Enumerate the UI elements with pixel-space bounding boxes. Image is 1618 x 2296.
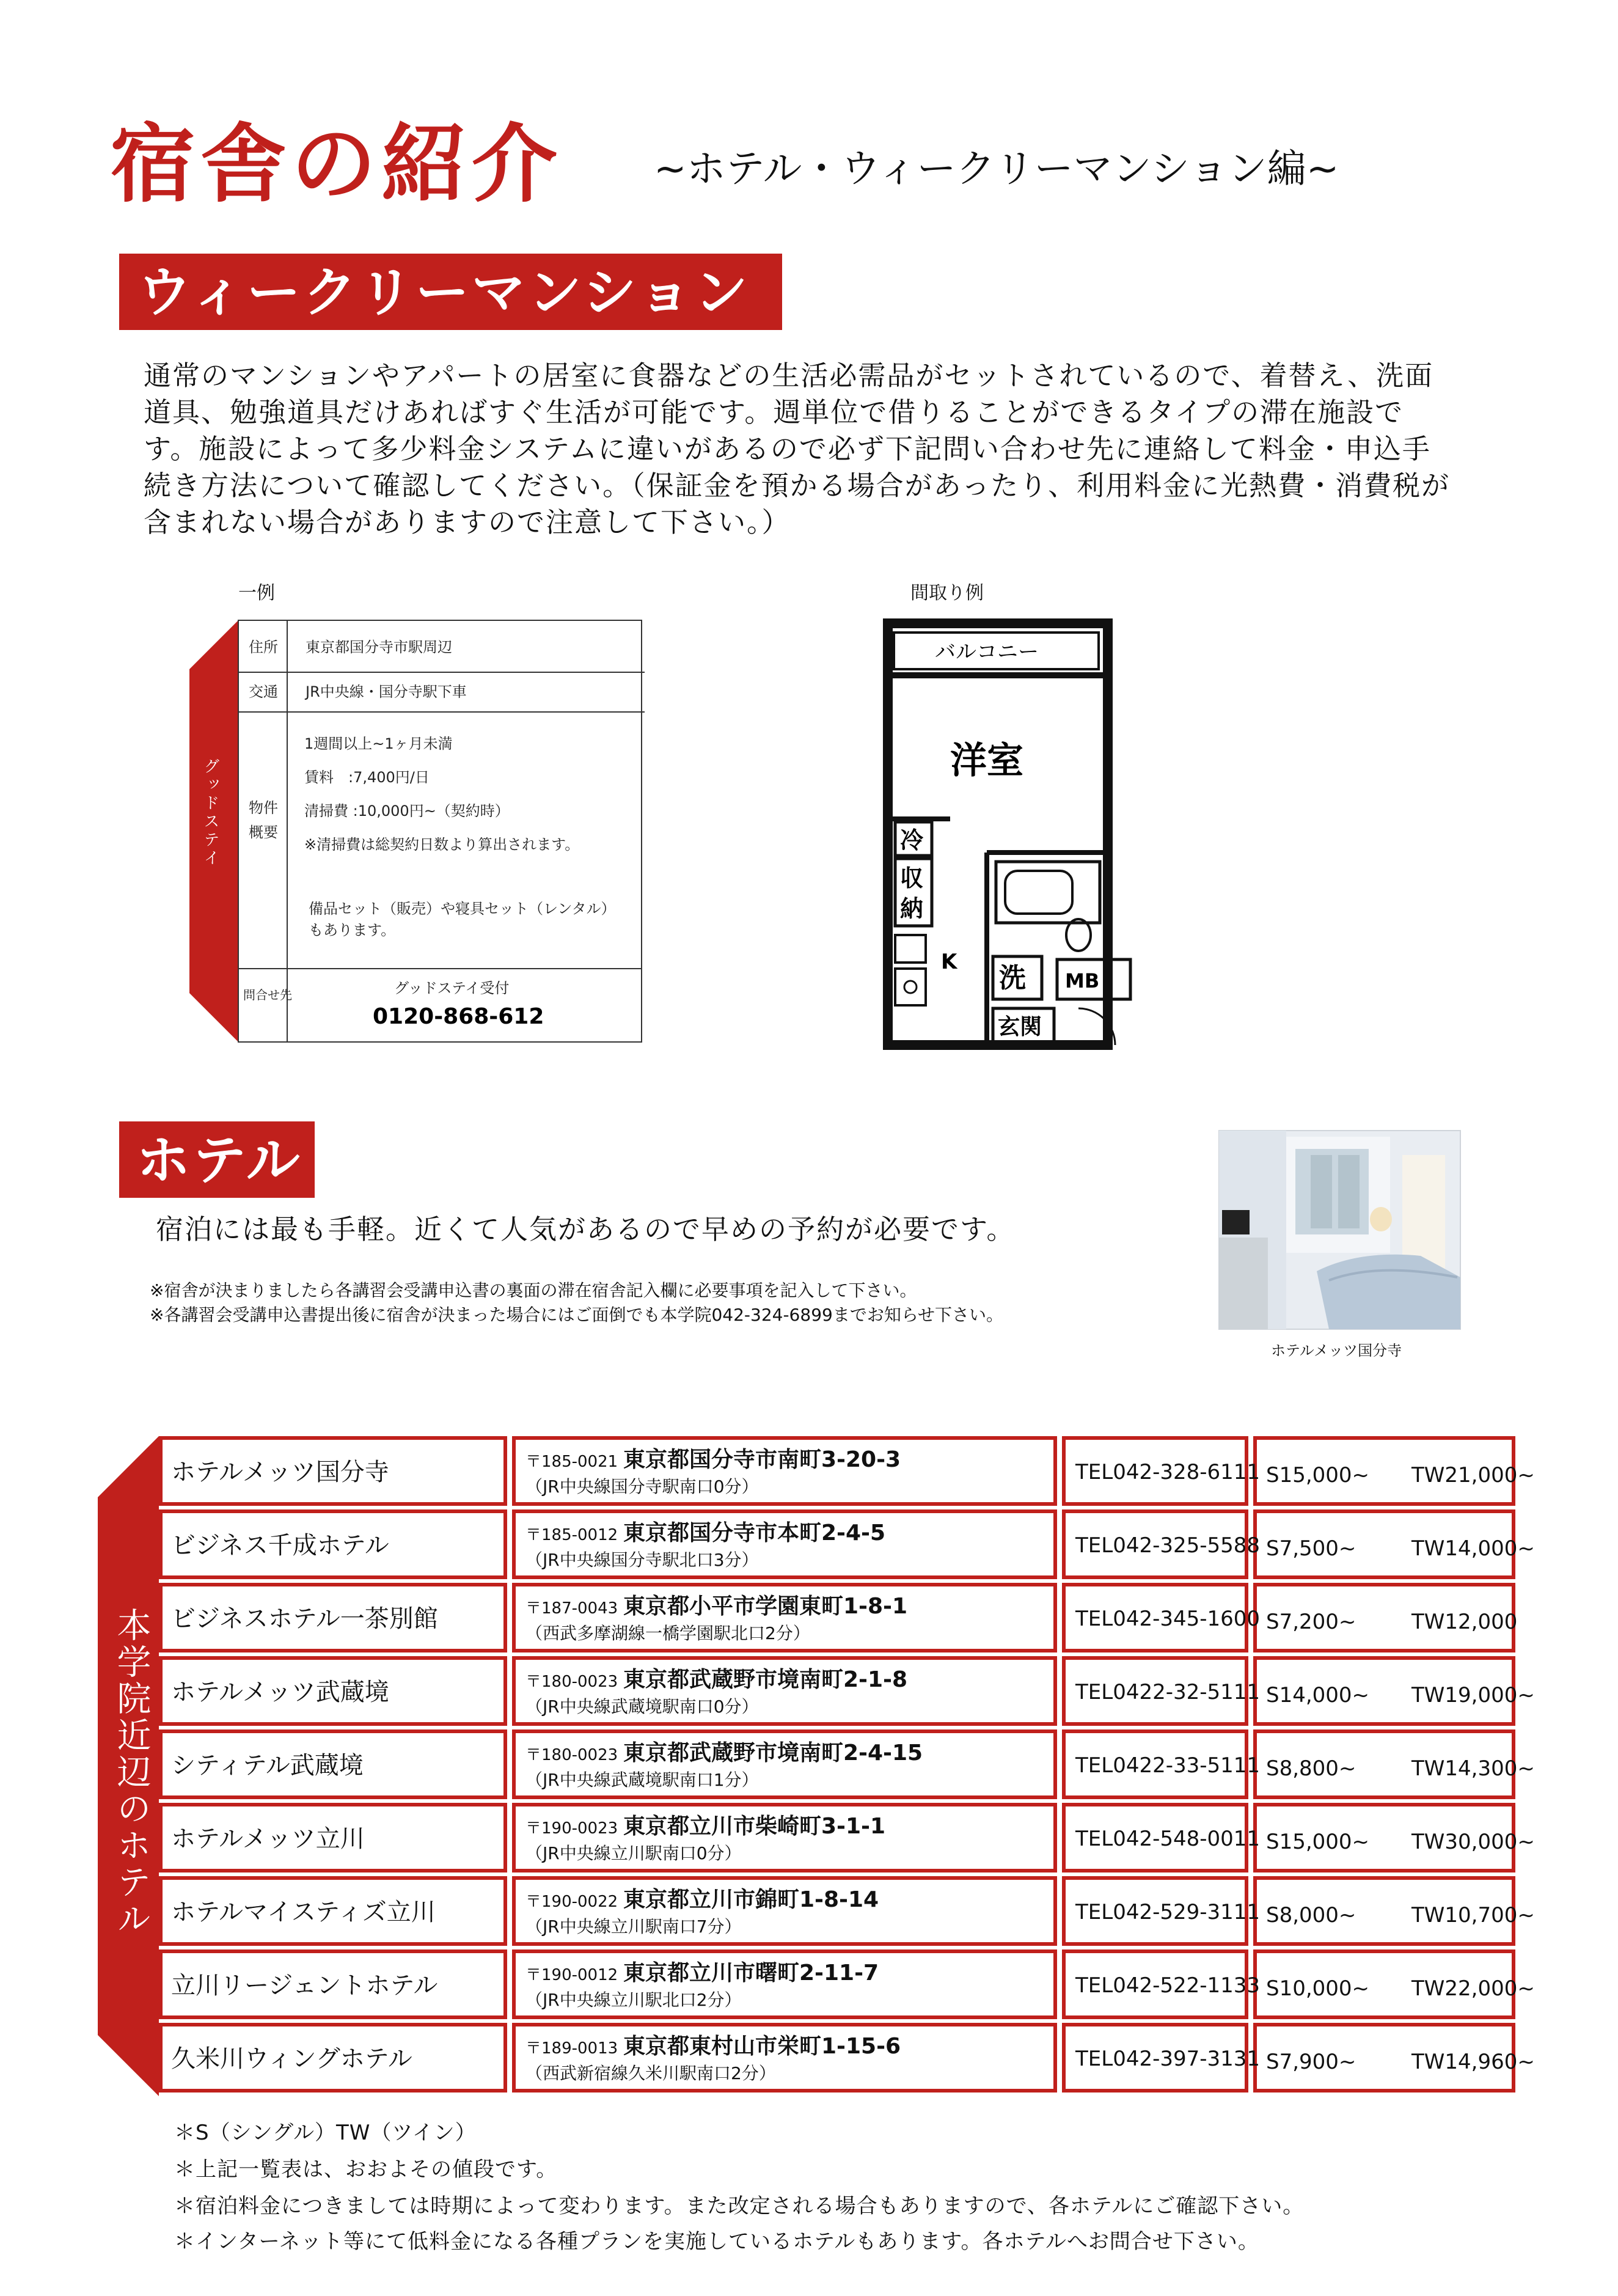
hotel-access: （JR中央線武蔵境駅南口1分） bbox=[525, 1770, 759, 1790]
fridge-label: 冷 bbox=[900, 827, 924, 854]
address-value: 東京都国分寺市駅周辺 bbox=[306, 639, 452, 656]
hotel-zip: 〒190-0023 bbox=[525, 1819, 618, 1838]
hotel-name: ビジネス千成ホテル bbox=[171, 1531, 389, 1560]
hotel-single-price: S7,500~ bbox=[1266, 1536, 1356, 1561]
contact-phone: 0120-868-612 bbox=[373, 1004, 544, 1029]
overview-line-2: 賃料 :7,400円/日 bbox=[304, 769, 430, 786]
table-row bbox=[159, 2023, 1535, 2092]
table-row bbox=[159, 1583, 1517, 1652]
hotels-table bbox=[98, 1436, 1535, 2096]
page-title: 宿舎の紹介 bbox=[110, 115, 563, 215]
hotel-note-1: ※宿舎が決まりましたら各講習会受講申込書の裏面の滞在宿舎記入欄に必要事項を記入して下さい。 bbox=[150, 1280, 917, 1300]
hotel-access: （JR中央線国分寺駅南口0分） bbox=[525, 1476, 759, 1497]
table-row bbox=[159, 1729, 1535, 1799]
example-property-table bbox=[189, 620, 645, 1042]
hotel-single-price: S15,000~ bbox=[1266, 1830, 1370, 1854]
overview-label-1: 物件 bbox=[249, 799, 278, 816]
hotel-access: （JR中央線国分寺駅北口3分） bbox=[525, 1550, 759, 1570]
mb-label: MB bbox=[1065, 969, 1100, 992]
hotel-address: 東京都国分寺市本町2-4-5 bbox=[623, 1520, 886, 1546]
hotel-description: 宿泊には最も手軽。近くて人気があるので早めの予約が必要です。 bbox=[156, 1213, 1016, 1245]
hotel-tel: TEL042-397-3131 bbox=[1075, 2047, 1261, 2071]
hotel-access: （西武多摩湖線一橋学園駅北口2分） bbox=[525, 1623, 810, 1643]
hotel-tel: TEL042-522-1133 bbox=[1075, 1973, 1261, 1998]
hotel-address: 東京都立川市柴崎町3-1-1 bbox=[623, 1814, 886, 1839]
hotel-zip: 〒185-0021 bbox=[525, 1453, 618, 1471]
contact-name: グッドステイ受付 bbox=[394, 980, 510, 997]
hotels-side-label: 本学院近辺のホテル bbox=[111, 1607, 152, 1937]
hotel-twin-price: TW12,000 bbox=[1411, 1610, 1518, 1634]
hotel-twin-price: TW30,000~ bbox=[1411, 1830, 1535, 1854]
photo-caption: ホテルメッツ国分寺 bbox=[1271, 1342, 1402, 1359]
hotel-single-price: S10,000~ bbox=[1266, 1976, 1370, 2001]
address-label: 住所 bbox=[249, 639, 278, 656]
table-row bbox=[159, 1803, 1535, 1872]
hotel-twin-price: TW10,700~ bbox=[1411, 1903, 1535, 1927]
overview-line-4: ※清掃費は総契約日数より算出されます。 bbox=[304, 836, 580, 853]
hotel-tel: TEL0422-32-5111 bbox=[1075, 1680, 1261, 1704]
hotel-zip: 〒185-0012 bbox=[525, 1526, 618, 1544]
hotel-single-price: S14,000~ bbox=[1266, 1683, 1370, 1707]
hotel-name: 立川リージェントホテル bbox=[171, 1971, 438, 2000]
footnote-1: ＊S（シングル）TW（ツイン） bbox=[174, 2121, 477, 2145]
western-room-label: 洋室 bbox=[950, 739, 1023, 782]
overview-label-2: 概要 bbox=[249, 824, 278, 841]
example-label: 一例 bbox=[238, 582, 275, 604]
storage-label-2: 納 bbox=[900, 895, 924, 922]
floorplan-diagram bbox=[883, 617, 1176, 1051]
hotel-address: 東京都武蔵野市境南町2-1-8 bbox=[623, 1667, 908, 1692]
hotel-rows bbox=[159, 1436, 1535, 2092]
hotel-zip: 〒190-0022 bbox=[525, 1893, 618, 1911]
hotel-room-photo bbox=[1219, 1131, 1460, 1329]
footnote-3: ＊宿泊料金につきましては時期によって変わります。また改定される場合もありますので、各ホテルにご確認下さい。 bbox=[174, 2194, 1305, 2218]
floorplan-label: 間取り例 bbox=[910, 582, 984, 604]
hotel-twin-price: TW14,000~ bbox=[1411, 1536, 1535, 1561]
hotel-note-2: ※各講習会受講申込書提出後に宿舎が決まった場合にはご面倒でも本学院042-324-6899までお知らせ下さい。 bbox=[150, 1305, 1003, 1325]
table-row bbox=[159, 1509, 1535, 1579]
hotel-access: （西武新宿線久米川駅南口2分） bbox=[525, 2063, 776, 2083]
transport-label: 交通 bbox=[249, 683, 278, 700]
hotel-access: （JR中央線立川駅北口2分） bbox=[525, 1990, 742, 2010]
hotel-tel: TEL042-529-3111 bbox=[1075, 1900, 1261, 1924]
footnote-4: ＊インターネット等にて低料金になる各種プランを実施しているホテルもあります。各ホテルへお問合せ下さい。 bbox=[174, 2229, 1259, 2254]
hotel-name: シティテル武蔵境 bbox=[171, 1751, 364, 1780]
hotel-twin-price: TW19,000~ bbox=[1411, 1683, 1535, 1707]
example-side-label: グッドステイ bbox=[201, 758, 219, 868]
hotel-zip: 〒187-0043 bbox=[525, 1599, 618, 1618]
overview-extra-1: 備品セット（販売）や寝具セット（レンタル） bbox=[309, 900, 616, 917]
table-row bbox=[159, 1876, 1535, 1946]
hotel-address: 東京都国分寺市南町3-20-3 bbox=[623, 1447, 901, 1472]
overview-line-3: 清掃費 :10,000円~（契約時） bbox=[304, 802, 510, 820]
hotel-address: 東京都立川市錦町1-8-14 bbox=[623, 1887, 879, 1912]
hotel-access: （JR中央線立川駅南口0分） bbox=[525, 1843, 742, 1863]
hotel-tel: TEL042-325-5588 bbox=[1075, 1533, 1261, 1558]
page-subtitle: ~ホテル・ウィークリーマンション編~ bbox=[654, 147, 1339, 192]
weekly-mansion-heading: ウィークリーマンション bbox=[119, 254, 782, 330]
hotel-zip: 〒180-0023 bbox=[525, 1673, 618, 1691]
hotel-name: ホテルメッツ立川 bbox=[171, 1825, 365, 1853]
hotel-access: （JR中央線武蔵境駅南口0分） bbox=[525, 1696, 759, 1717]
overview-extra-2: もあります。 bbox=[309, 922, 396, 939]
hotel-twin-price: TW14,960~ bbox=[1411, 2050, 1535, 2074]
table-row bbox=[159, 1949, 1535, 2019]
hotel-single-price: S15,000~ bbox=[1266, 1463, 1370, 1487]
balcony-label: バルコニー bbox=[935, 640, 1039, 664]
hotel-twin-price: TW22,000~ bbox=[1411, 1976, 1535, 2001]
hotel-heading: ホテル bbox=[119, 1121, 315, 1198]
storage-label-1: 収 bbox=[900, 865, 924, 892]
hotel-address: 東京都武蔵野市境南町2-4-15 bbox=[623, 1740, 923, 1766]
hotel-name: 久米川ウィングホテル bbox=[171, 2045, 412, 2073]
transport-value: JR中央線・国分寺駅下車 bbox=[306, 683, 467, 700]
wash-label: 洗 bbox=[999, 963, 1026, 994]
hotel-twin-price: TW14,300~ bbox=[1411, 1756, 1535, 1781]
hotel-zip: 〒190-0012 bbox=[525, 1966, 618, 1984]
weekly-mansion-description: 通常のマンションやアパートの居室に食器などの生活必需品がセットされているので、着替え、洗面道具、勉強道具だけあればすぐ生活が可能です。週単位で借りることができるタイプの滞在施設です。施設によって多少料金システムに違いがあるので必ず下記問い合わせ先に連絡して料金・申込手続き方法について確認してください。（保証金を預かる場合があったり、利用料金に光熱費・消費税が含まれない場合がありますので注意して下さい。） bbox=[144, 359, 1451, 538]
hotel-single-price: S7,200~ bbox=[1266, 1610, 1356, 1634]
hotel-name: ビジネスホテル一茶別館 bbox=[171, 1605, 438, 1633]
hotel-tel: TEL042-345-1600 bbox=[1075, 1607, 1261, 1631]
hotel-single-price: S8,800~ bbox=[1266, 1756, 1356, 1781]
contact-label-1: 問合せ先 bbox=[243, 988, 292, 1002]
hotel-tel: TEL042-548-0011 bbox=[1075, 1827, 1261, 1851]
hotel-single-price: S7,900~ bbox=[1266, 2050, 1356, 2074]
hotel-address: 東京都立川市曙町2-11-7 bbox=[623, 1960, 879, 1986]
hotel-address: 東京都小平市学園東町1-8-1 bbox=[623, 1594, 908, 1619]
hotel-name: ホテルマイスティズ立川 bbox=[171, 1898, 436, 1926]
overview-line-1: 1週間以上~1ヶ月未満 bbox=[304, 735, 453, 752]
table-row bbox=[159, 1656, 1535, 1726]
hotel-access: （JR中央線立川駅南口7分） bbox=[525, 1916, 742, 1937]
footnote-2: ＊上記一覧表は、おおよその値段です。 bbox=[174, 2157, 558, 2182]
hotel-name: ホテルメッツ国分寺 bbox=[171, 1458, 389, 1486]
hotel-address: 東京都東村山市栄町1-15-6 bbox=[623, 2034, 901, 2059]
table-row bbox=[159, 1436, 1535, 1506]
kitchen-label: K bbox=[941, 950, 957, 974]
hotel-name: ホテルメッツ武蔵境 bbox=[171, 1678, 389, 1706]
hotel-zip: 〒180-0023 bbox=[525, 1746, 618, 1764]
hotel-single-price: S8,000~ bbox=[1266, 1903, 1356, 1927]
entrance-label: 玄関 bbox=[998, 1014, 1042, 1040]
hotel-tel: TEL0422-33-5111 bbox=[1075, 1753, 1261, 1778]
hotel-twin-price: TW21,000~ bbox=[1411, 1463, 1535, 1487]
hotel-zip: 〒189-0013 bbox=[525, 2039, 618, 2058]
hotel-tel: TEL042-328-6111 bbox=[1075, 1460, 1261, 1484]
